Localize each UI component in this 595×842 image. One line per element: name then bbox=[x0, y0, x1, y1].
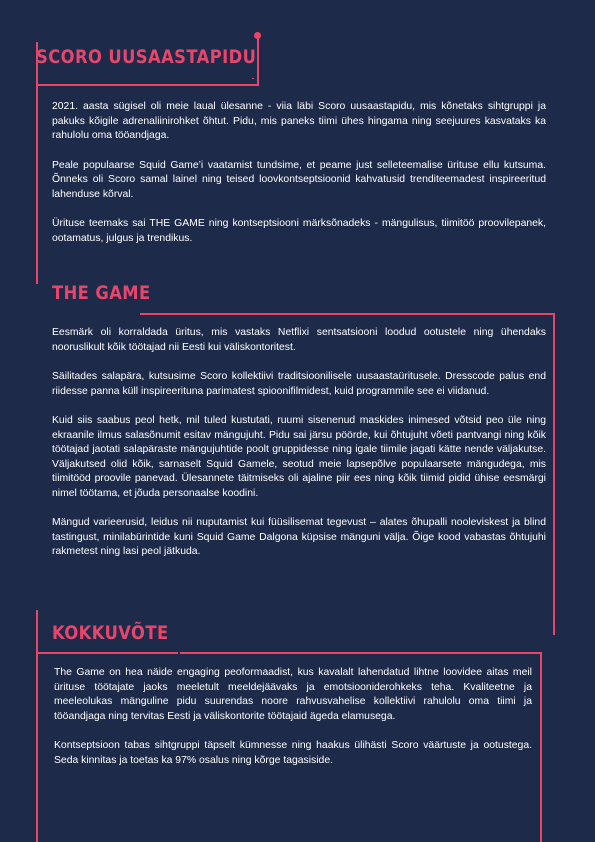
section-title-scoro-uusaastapidu: SCORO UUSAASTAPIDU bbox=[36, 46, 257, 68]
frame-connector-3 bbox=[36, 652, 178, 654]
paragraph: Ürituse teemaks sai THE GAME ning kontseptsiooni märksõnadeks - mängulisus, tiimitöö proovilepanek, ootamatus, julgus ja trendikus. bbox=[52, 218, 546, 244]
frame-right-line-2 bbox=[553, 313, 555, 635]
paragraph: Eesmärk oli korraldada üritus, mis vastaks Netflixi sentsatsiooni loodud ootustele ning ühendaks nooruslikult kõik töötajad nii Eesti kui väliskontoritest. bbox=[52, 327, 546, 353]
paragraph: Kuid siis saabus peol hetk, mil tuled kustutati, ruumi sisenenud maskides inimesed võtsid peo üle ning ekraanile ilmus salasõnumit esitav mängujuht. Pidu sai järsu pöörde, kui õhtujuht võeti pantvangi ning kõik töötajad jaotati salapäraste mängujuhtide poolt gruppidesse ning igale tiimile jagati kätte nende väljakutse. Väljakutsed olid kõik, sarnaselt Squid Gamele, seotud meie lapsepõlve populaarsete mängudega, mis tiimitööd proovile panevad. Ülesannete täitmiseks oli ajaline piir ees ning kõik tiimid pidid ühise eesmärgi nimel töötama, et jõuda personaalse koodini. bbox=[52, 415, 546, 499]
frame-left-line-1 bbox=[36, 42, 38, 284]
paragraph: Säilitades salapära, kutsusime Scoro kollektiivi traditsioonilisele uusaastaüritusele. Dresscode palus end riidesse panna küll inspireerituna parimatest spioonifilmidest, kuid programmile see ei viidanud. bbox=[52, 371, 546, 397]
frame-connector-1 bbox=[36, 84, 259, 86]
section-title-the-game: THE GAME bbox=[52, 282, 151, 304]
frame-connector-2 bbox=[140, 313, 555, 315]
frame-left-line-3 bbox=[36, 610, 38, 842]
section-body-kokkuvote bbox=[54, 666, 532, 783]
frame-top-line-1 bbox=[252, 78, 254, 79]
section-body-scoro bbox=[52, 100, 546, 261]
frame-dot-1 bbox=[254, 32, 261, 39]
paragraph: The Game on hea näide engaging peoformaadist, kus kavalalt lahendatud lihtne loovidee aitas meil ürituse töötajate jaoks meeletult meeldejäävaks ja emotsiooniderohkeks teha. Kvaliteetne ja meeleolukas mänguline pidu suurendas noore rahvusvahelise kollektiivi rahulolu oma tiimi ja tööandjaga ning tervitas Eesti ja väliskontorite töötajaid ägeda elamusega. bbox=[54, 667, 532, 722]
section-title-kokkuvote: KOKKUVÕTE bbox=[52, 622, 169, 644]
frame-connector-3b bbox=[180, 652, 542, 654]
frame-right-line-1 bbox=[257, 38, 259, 85]
frame-right-line-3 bbox=[540, 652, 542, 842]
paragraph: Mängud varieerusid, leidus nii nuputamist kui füüsilisemat tegevust – alates õhupalli nooleviskest ja blind tastingust, minilabürintide kuni Squid Game Dalgona küpsise mänguni välja. Õige kood vabastas õhtujuhi rakmetest ning lasi peol jätkuda. bbox=[52, 517, 546, 557]
paragraph: Kontseptsioon tabas sihtgruppi täpselt kümnesse ning haakus ülihästi Scoro väärtuste ja ootustega. Seda kinnitas ja toetas ka 97% osalus ning kõrge tagasiside. bbox=[54, 740, 532, 766]
paragraph: 2021. aasta sügisel oli meie laual ülesanne - viia läbi Scoro uusaastapidu, mis kõnetaks sihtgruppi ja pakuks kõigile adrenaliinirohket õhtut. Pidu, mis paneks tiimi ühes hingama ning seejuures kasvataks ka rahulolu oma tööandjaga. bbox=[52, 101, 546, 141]
section-body-the-game bbox=[52, 326, 546, 575]
paragraph: Peale populaarse Squid Game’i vaatamist tundsime, et peame just selleteemalise ürituse ellu kutsuma. Õnneks oli Scoro samal lainel ning teised loovkontseptsioonid kahvatusid trenditeemadest inspireeritud lahenduse kõrval. bbox=[52, 159, 546, 200]
